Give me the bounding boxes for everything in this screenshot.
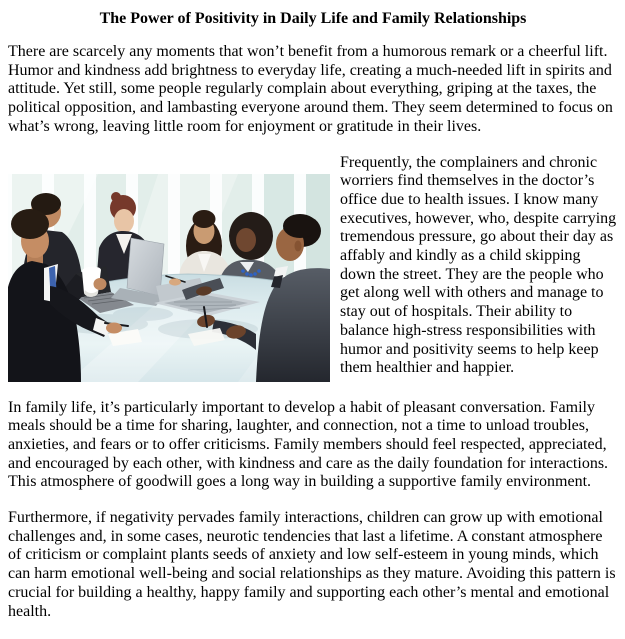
meeting-photo — [8, 174, 330, 382]
paragraph-4: Furthermore, if negativity pervades family interactions, children can grow up with emotional challenges and, in some cases, neurotic tendencies that last a lifetime. A constant atmosphere of criticism or complaint plants seeds of anxiety and low self-esteem in young minds, which can harm emotional well-being and social relationships as they mature. Avoiding this pattern is crucial for building a healthy, happy family and supporting each other’s mental and emotional health. — [8, 509, 616, 620]
document-title: The Power of Positivity in Daily Life and Family Relationships — [99, 10, 527, 27]
media-row — [8, 154, 618, 382]
paragraph-2: Frequently, the complainers and chronic worriers find themselves in the doctor’s office due to health issues. I know many executives, however, who, despite carrying tremendous pressure, go about their day as affably and kindly as a child skipping down the street. They are the people who get along well with others and manage to stay out of hospitals. Their ability to balance high-stress responsibilities with humor and positivity seems to help keep them healthier and happier. — [340, 153, 617, 377]
paragraph-3: In family life, it’s particularly important to develop a habit of pleasant conversation. Family meals should be a time for sharing, laughter, and connection, not a time to unload troubles, anxieties, and fears or to offer criticisms. Family members should feel respected, appreciated, and encouraged by each other, with kindness and care as the daily foundation for interactions. This atmosphere of goodwill goes a long way in building a supportive family environment. — [8, 398, 609, 491]
paragraph-1: There are scarcely any moments that won’t benefit from a humorous remark or a cheerful lift. Humor and kindness add brightness to everyday life, creating a much-needed lift in spirits and attitude. Yet still, some people regularly complain about everything, griping at the taxes, the political opposition, and lambasting everyone around them. They seem determined to focus on what’s wrong, leaving little room for enjoyment or gratitude in their lives. — [8, 43, 613, 135]
